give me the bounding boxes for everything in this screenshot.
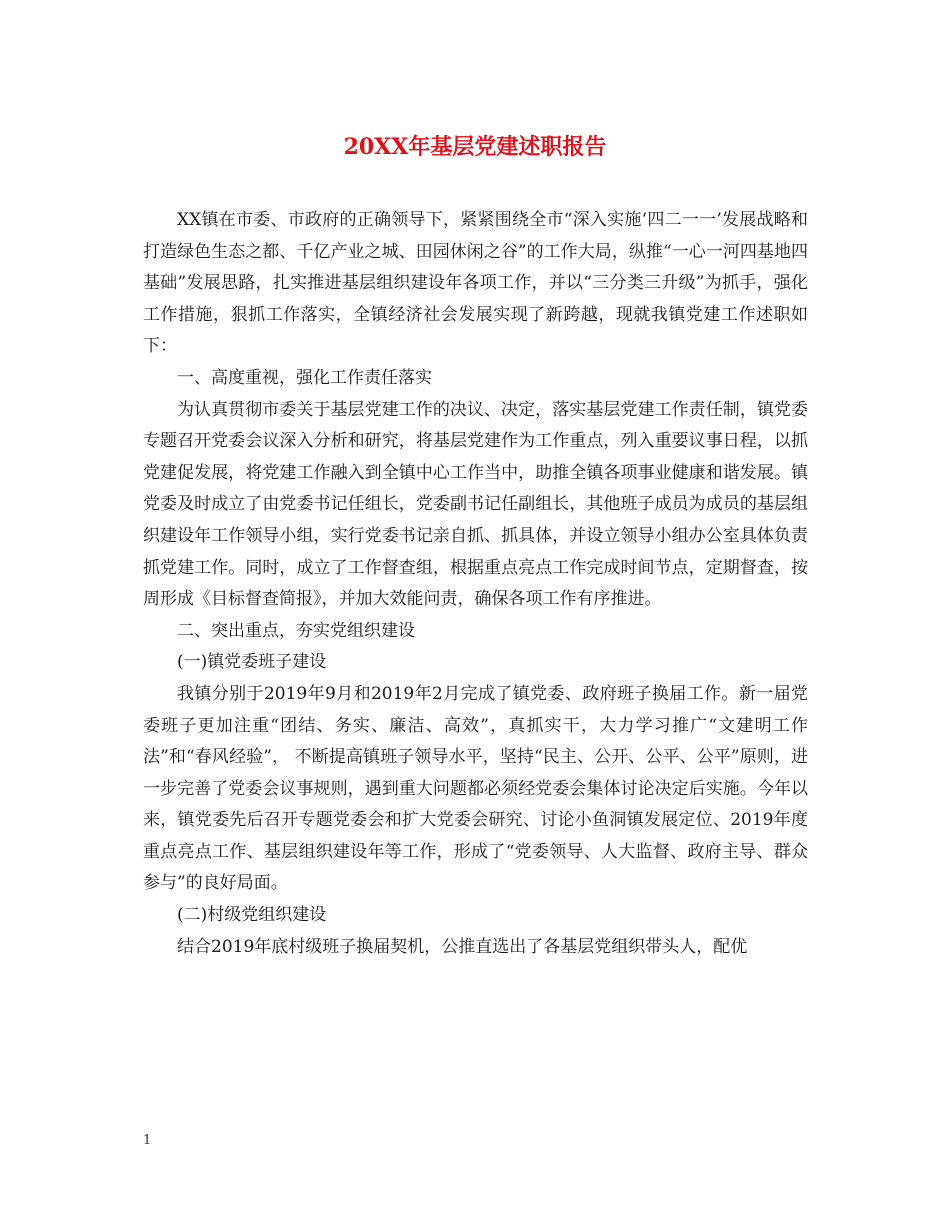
paragraph-intro: XX镇在市委、市政府的正确领导下，紧紧围绕全市“深入实施‘四二一一’发展战略和打造绿色生态之都、千亿产业之城、田园休闲之谷”的工作大局，纵推“一心一河四基地四基础”发展思路，扎实推进基层组织建设年各项工作，并以“三分类三升级”为抓手，强化工作措施，狠抓工作落实，全镇经济社会发展实现了新跨越，现就我镇党建工作述职如下： (143, 210, 808, 357)
paragraph-subsection-2: 结合2019年底村级班子换届契机，公推直选出了各基层党组织带头人，配优 (177, 936, 748, 957)
document-body (143, 205, 808, 963)
subsection-heading-2: (二)村级党组织建设 (177, 905, 327, 926)
document-title: 20XX年基层党建述职报告 (343, 134, 607, 160)
subsection-heading-1: (一)镇党委班子建设 (177, 652, 327, 673)
section-heading-1: 一、高度重视，强化工作责任落实 (177, 367, 432, 388)
section-heading-2: 二、突出重点，夯实党组织建设 (177, 620, 415, 641)
paragraph-subsection-1: 我镇分别于2019年9月和2019年2月完成了镇党委、政府班子换届工作。新一届党委班子更加注重“团结、务实、廉洁、高效”，真抓实干，大力学习推广“文建明工作法”和“春风经验”， 不断提高镇班子领导水平，坚持“民主、公开、公平、公平”原则，进一步完善了党委会议事规则，遇到重大问题都必须经党委会集体讨论决定后实施。今年以来，镇党委先后召开专题党委会和扩大党委会研究、讨论小鱼洞镇发展定位、2019年度重点亮点工作、基层组织建设年等工作，形成了“党委领导、人大监督、政府主导、群众参与”的良好局面。 (143, 683, 808, 894)
page-number: 1 (143, 1133, 152, 1148)
paragraph-section-1: 为认真贯彻市委关于基层党建工作的决议、决定，落实基层党建工作责任制，镇党委专题召开党委会议深入分析和研究，将基层党建作为工作重点，列入重要议事日程，以抓党建促发展，将党建工作融入到全镇中心工作当中，助推全镇各项事业健康和谐发展。镇党委及时成立了由党委书记任组长，党委副书记任副组长，其他班子成员为成员的基层组织建设年工作领导小组，实行党委书记亲自抓、抓具体，并设立领导小组办公室具体负责抓党建工作。同时，成立了工作督查组，根据重点亮点工作完成时间节点，定期督查，按周形成《目标督查简报》，并加大效能问责，确保各项工作有序推进。 (143, 399, 808, 610)
